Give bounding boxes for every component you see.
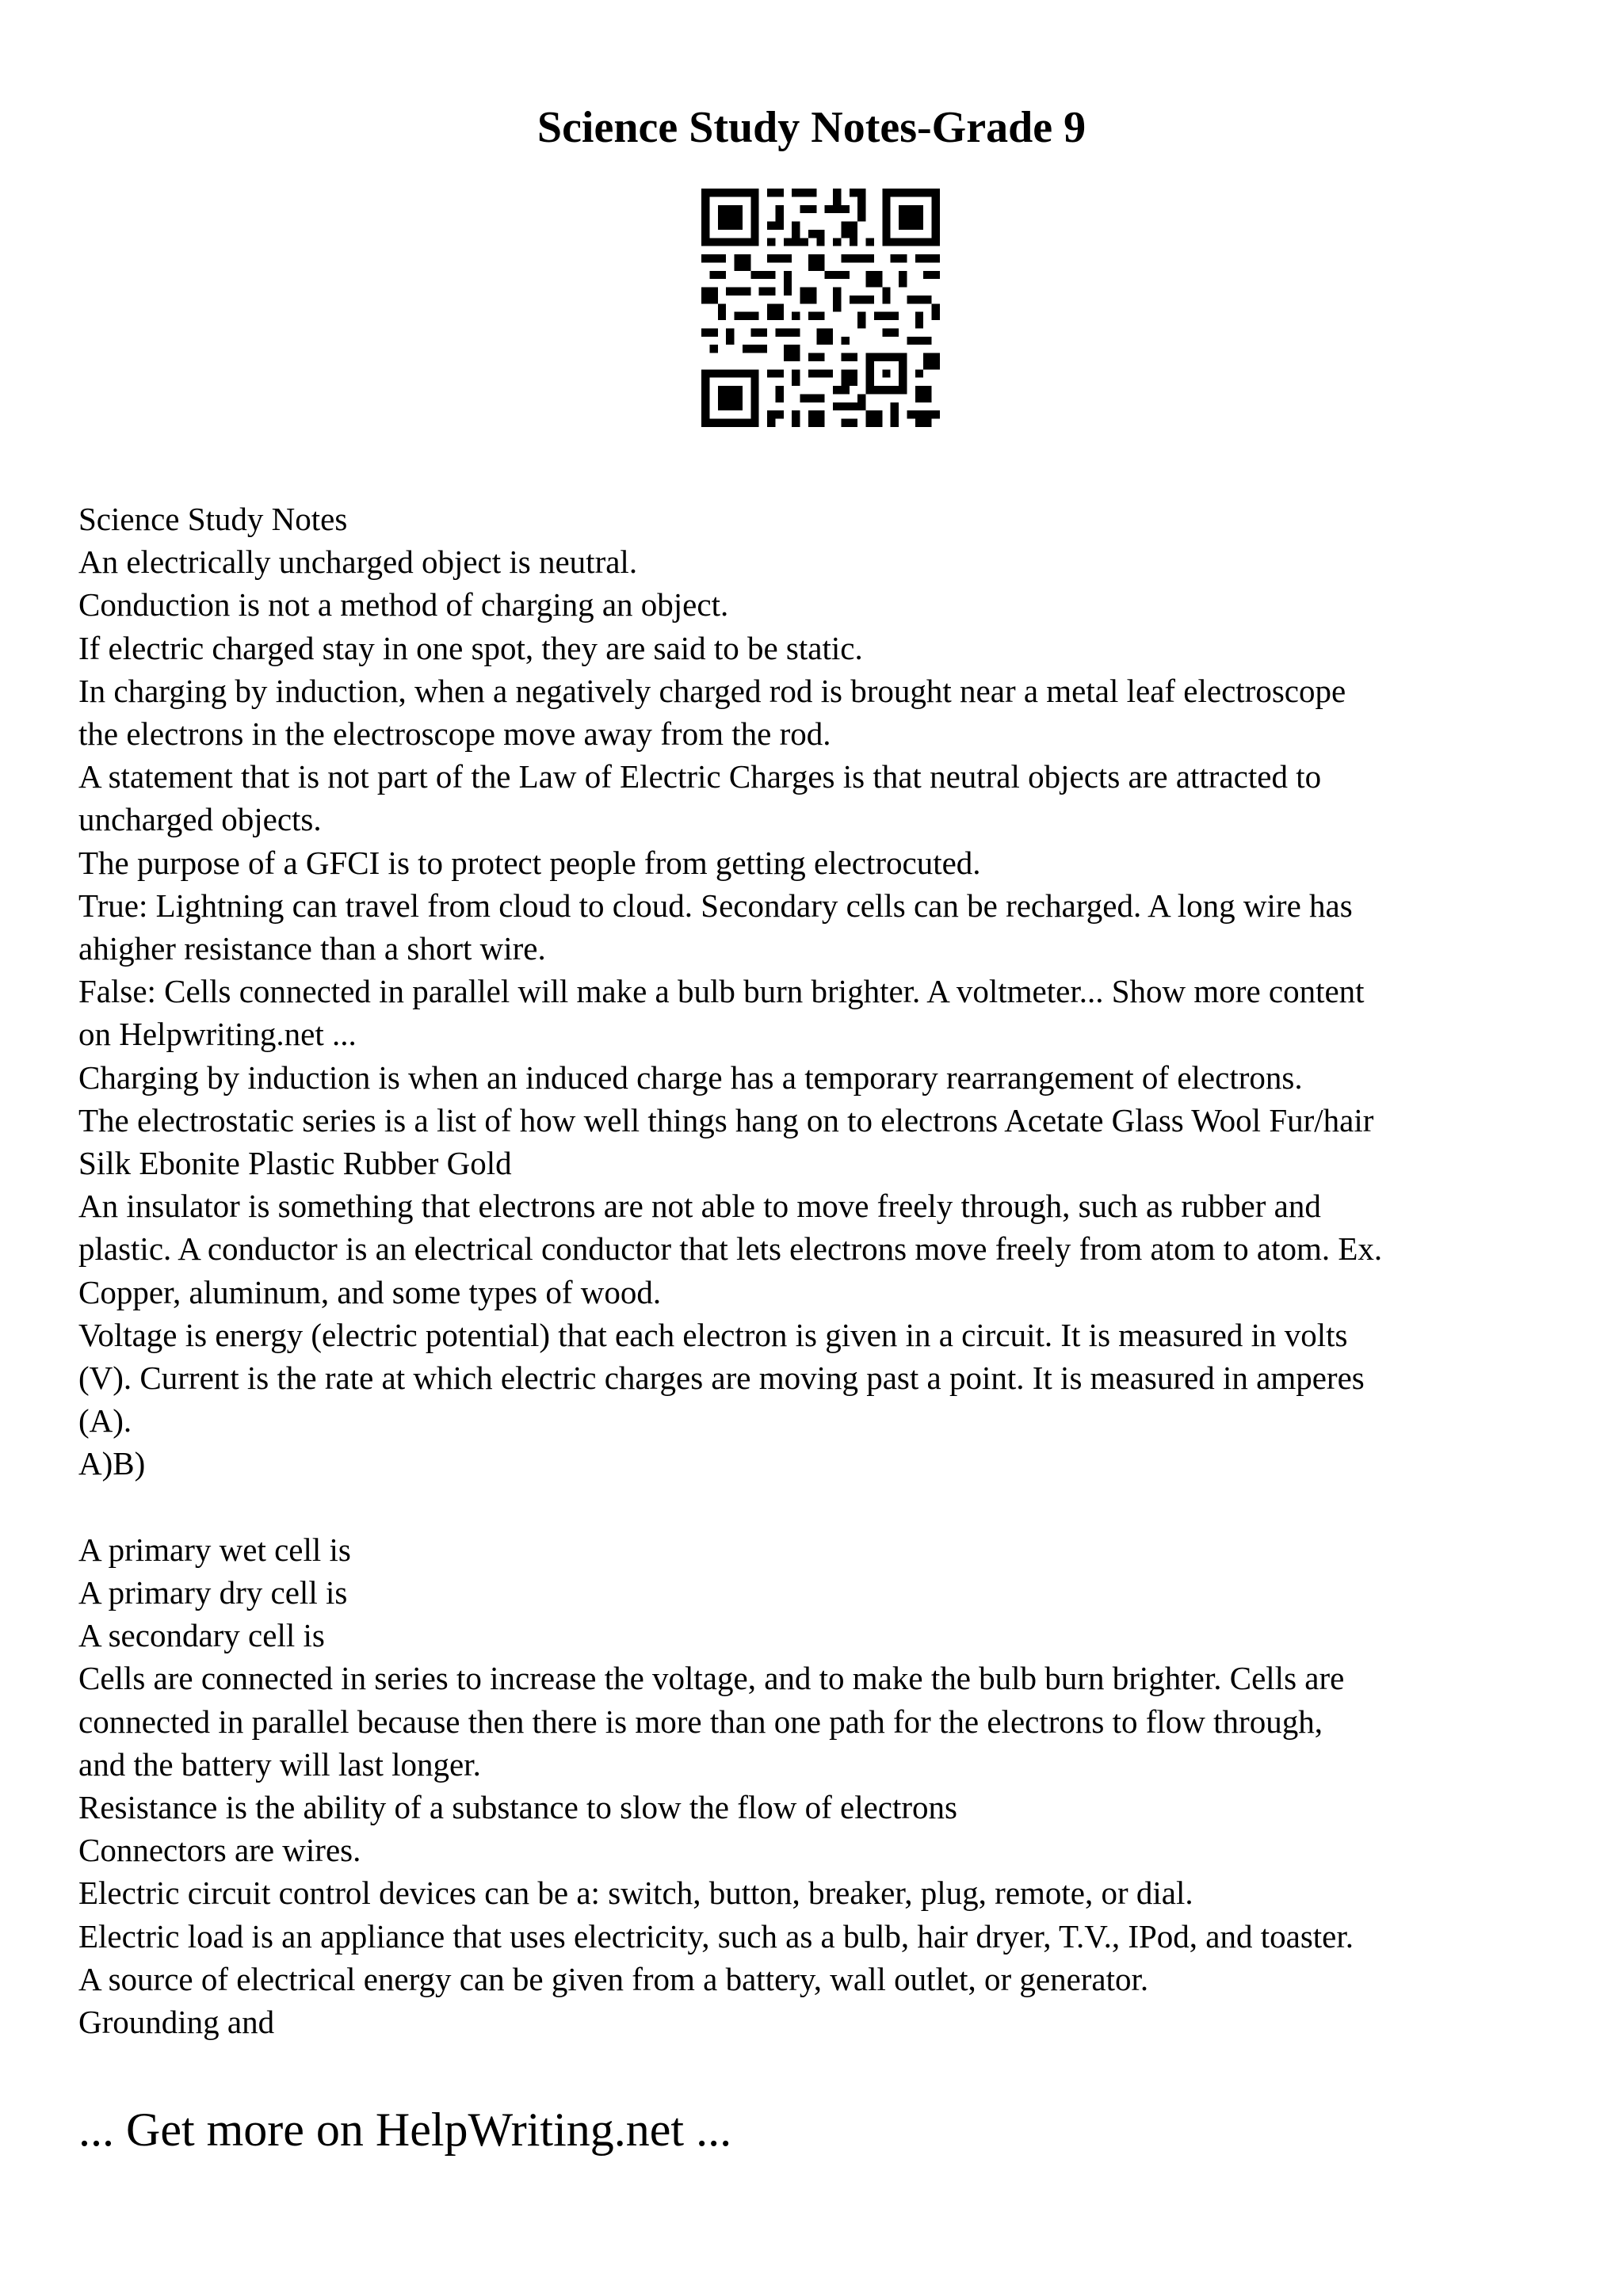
notes-line: A)B)	[78, 1445, 146, 1482]
notes-line: Voltage is energy (electric potential) that each electron is given in a circuit. It is measured in volts	[78, 1316, 1348, 1353]
notes-line: A secondary cell is	[78, 1617, 325, 1654]
notes-line: on Helpwriting.net ...	[78, 1016, 357, 1053]
notes-line: (A).	[78, 1402, 132, 1440]
notes-body	[78, 498, 1568, 2043]
notes-line: plastic. A conductor is an electrical conductor that lets electrons move freely from atom to atom. Ex.	[78, 1230, 1383, 1268]
notes-line: the electrons in the electroscope move away from the rod.	[78, 715, 831, 753]
notes-line: Connectors are wires.	[78, 1832, 361, 1869]
notes-line: The electrostatic series is a list of how well things hang on to electrons Acetate Glass Wool Fur/hair	[78, 1101, 1374, 1138]
notes-line: ahigher resistance than a short wire.	[78, 930, 546, 967]
notes-line: The purpose of a GFCI is to protect people from getting electrocuted.	[78, 844, 981, 881]
notes-line: Copper, aluminum, and some types of wood.	[78, 1273, 662, 1310]
notes-line: Resistance is the ability of a substance to slow the flow of electrons	[78, 1789, 958, 1826]
notes-line: Conduction is not a method of charging an object.	[78, 586, 729, 624]
notes-line: In charging by induction, when a negatively charged rod is brought near a metal leaf electroscope	[78, 672, 1346, 709]
notes-line: Cells are connected in series to increase the voltage, and to make the bulb burn brighter. Cells are	[78, 1660, 1345, 1697]
notes-line: A primary dry cell is	[78, 1574, 348, 1611]
qr-code-icon	[701, 189, 940, 427]
notes-line: False: Cells connected in parallel will make a bulb burn brighter. A voltmeter... Show more content	[78, 973, 1365, 1010]
notes-line	[78, 1486, 1568, 1528]
notes-line: A statement that is not part of the Law of Electric Charges is that neutral objects are attracted to	[78, 758, 1322, 795]
notes-line: Science Study Notes	[78, 501, 348, 537]
notes-line: A source of electrical energy can be given from a battery, wall outlet, or generator.	[78, 1960, 1149, 1997]
notes-line: uncharged objects.	[78, 801, 322, 838]
page-title: Science Study Notes-Grade 9	[537, 103, 1086, 152]
notes-line: connected in parallel because then there is more than one path for the electrons to flow through,	[78, 1703, 1323, 1740]
notes-line: An electrically uncharged object is neutral.	[78, 543, 638, 581]
notes-line: Electric circuit control devices can be a: switch, button, breaker, plug, remote, or dial.	[78, 1875, 1193, 1912]
get-more-link[interactable]: ... Get more on HelpWriting.net ...	[78, 2103, 732, 2156]
notes-line: True: Lightning can travel from cloud to cloud. Secondary cells can be recharged. A long wire has	[78, 887, 1353, 924]
notes-line: If electric charged stay in one spot, they are said to be static.	[78, 629, 863, 666]
notes-line: Electric load is an appliance that uses electricity, such as a bulb, hair dryer, T.V., IPod, and toaster.	[78, 1917, 1354, 1955]
notes-line: (V). Current is the rate at which electric charges are moving past a point. It is measured in amperes	[78, 1360, 1365, 1397]
notes-line: Charging by induction is when an induced charge has a temporary rearrangement of electrons.	[78, 1058, 1303, 1096]
notes-line: and the battery will last longer.	[78, 1745, 481, 1783]
notes-line: An insulator is something that electrons are not able to move freely through, such as rubber and	[78, 1188, 1321, 1225]
notes-line: Silk Ebonite Plastic Rubber Gold	[78, 1145, 512, 1182]
notes-line: A primary wet cell is	[78, 1531, 351, 1568]
notes-line: Grounding and	[78, 2004, 275, 2041]
